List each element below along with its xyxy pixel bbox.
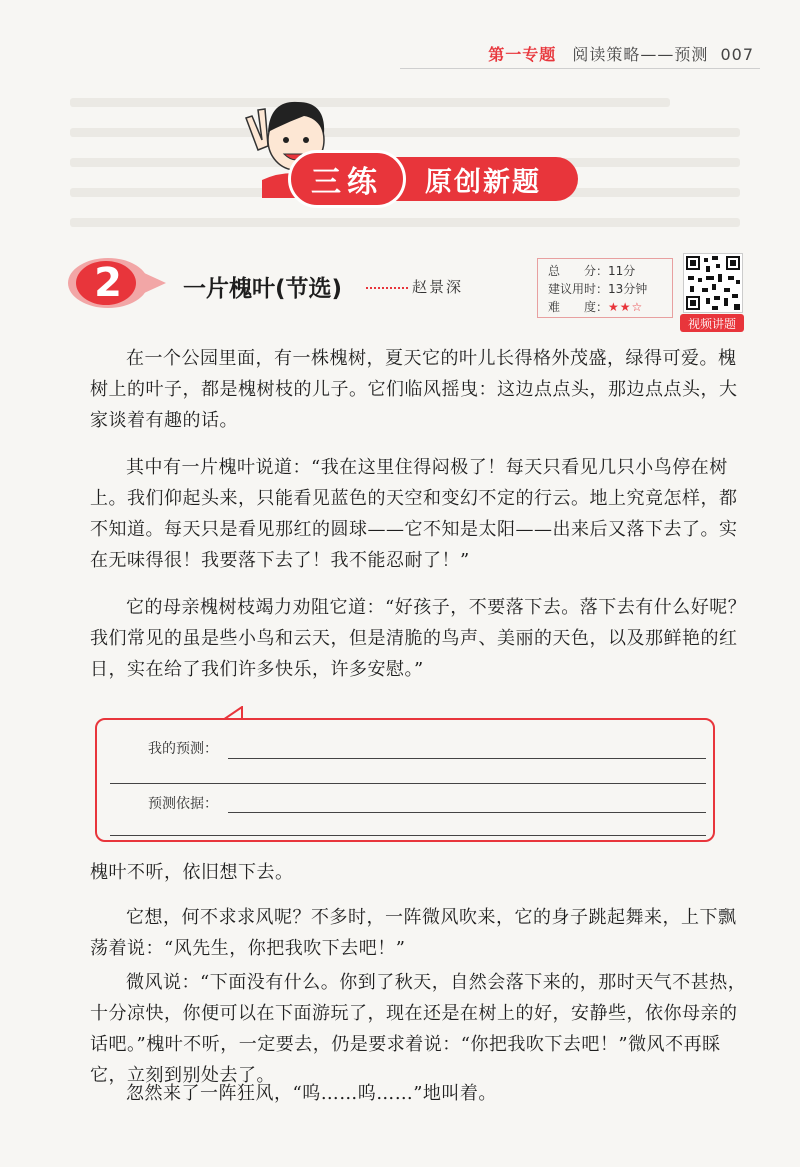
paragraph: 它的母亲槐树枝竭力劝阻它道：“好孩子，不要落下去。落下去有什么好呢？我们常见的虽是些小鸟和云天，但是清脆的鸟声、美丽的天色，以及那鲜艳的红日，实在给了我们许多快乐，许多安慰。” <box>90 597 747 680</box>
paragraph: 其中有一片槐叶说道：“我在这里住得闷极了！每天只看见几只小鸟停在树上。我们仰起头来，只能看见蓝色的天空和变幻不定的行云。地上究竟怎样，都不知道。每天只是看见那红的圆球——它不知是太阳——出来后又落下去了。实在无味得很！我要落下去了！我不能忍耐了！” <box>90 457 738 571</box>
prediction-box <box>95 718 715 842</box>
my-prediction-line-2[interactable] <box>110 783 706 784</box>
exercise-info-box <box>537 258 673 318</box>
prediction-basis-label: 预测依据： <box>148 796 218 812</box>
info-difficulty: 难 度：★★☆ <box>548 300 644 314</box>
header-rule <box>400 68 760 69</box>
paragraph: 它想，何不求求风呢？不多时，一阵微风吹来，它的身子跳起舞来，上下飘荡着说：“风先生，你把我吹下去吧！” <box>90 907 737 959</box>
my-prediction-line-1[interactable] <box>228 758 706 759</box>
bleed-through-line <box>70 218 740 227</box>
header-topic: 第一专题 <box>488 45 557 64</box>
page-header <box>488 42 754 65</box>
lesson-title: 一片槐叶(节选) <box>183 276 343 302</box>
bleed-through-line <box>70 98 670 107</box>
prediction-basis-line-1[interactable] <box>228 812 706 813</box>
prediction-basis-line-2[interactable] <box>110 835 706 836</box>
banner-title: 三练 <box>288 150 406 208</box>
page-number: 007 <box>720 45 754 64</box>
bleed-through-line <box>70 128 740 137</box>
difficulty-stars: ★★☆ <box>608 300 644 314</box>
banner-subtitle: 原创新题 <box>388 157 578 201</box>
lesson-number: 2 <box>94 260 122 306</box>
paragraph: 在一个公园里面，有一株槐树，夏天它的叶儿长得格外茂盛，绿得可爱。槐树上的叶子，都是槐树枝的儿子。它们临风摇曳：这边点点头，那边点点头，大家谈着有趣的话。 <box>90 348 738 431</box>
paragraph: 微风说：“下面没有什么。你到了秋天，自然会落下来的，那时天气不甚热，十分凉快，你便可以在下面游玩了，现在还是在树上的好，安静些，依你母亲的话吧。”槐叶不听，一定要去，仍是要求着说：“你把我吹下去吧！”微风不再睬它，立刻到别处去了。 <box>90 972 747 1086</box>
paragraph: 忽然来了一阵狂风，“呜……呜……”地叫着。 <box>126 1083 497 1104</box>
header-section: 阅读策略——预测 <box>572 45 709 64</box>
title-dotted-rule <box>366 287 408 289</box>
paragraph: 槐叶不听，依旧想下去。 <box>90 862 294 883</box>
lesson-author: 赵景深 <box>412 278 464 296</box>
video-explanation-label[interactable]: 视频讲题 <box>680 314 744 332</box>
section-banner <box>288 150 580 208</box>
qr-code-icon[interactable] <box>683 253 743 313</box>
info-time: 建议用时：13分钟 <box>548 282 648 296</box>
info-score: 总 分：11分 <box>548 264 636 278</box>
my-prediction-label: 我的预测： <box>148 741 218 757</box>
